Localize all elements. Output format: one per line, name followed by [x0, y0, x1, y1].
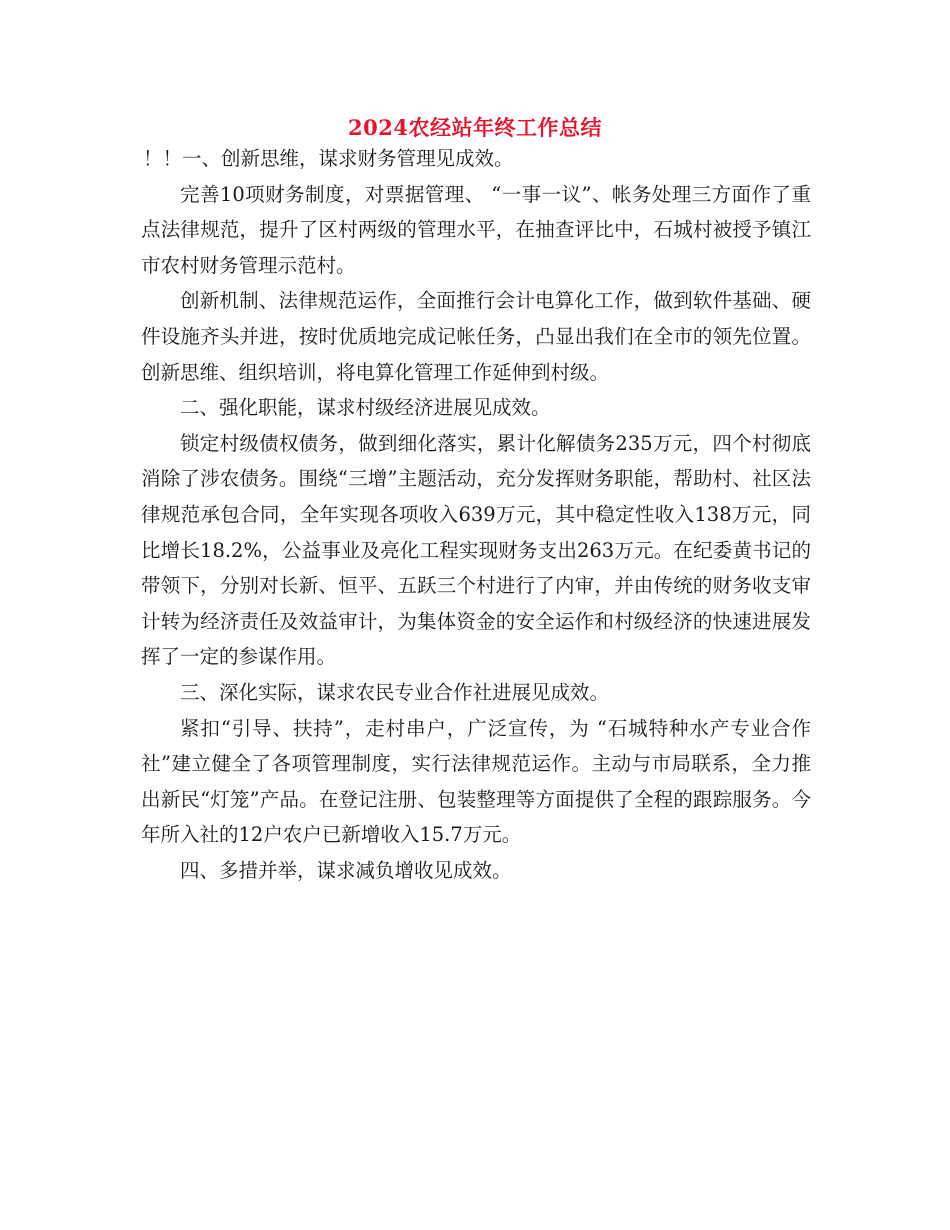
section-heading-2: 二、强化职能，谋求村级经济进展见成效。: [180, 396, 551, 420]
page-title: 2024农经站年终工作总结: [348, 115, 602, 140]
section-heading-3: 三、深化实际，谋求农民专业合作社进展见成效。: [180, 680, 610, 704]
document-body: [141, 141, 811, 888]
section-heading-4: 四、多措并举，谋求减负增收见成效。: [180, 858, 512, 882]
paragraph: 锁定村级债权债务，做到细化落实，累计化解债务235万元，四个村彻底消除了涉农债务。围绕“三增”主题活动，充分发挥财务职能，帮助村、社区法律规范承包合同，全年实现各项收入639万元，其中稳定性收入138万元，同比增长18.2%，公益事业及亮化工程实现财务支出263万元。在纪委黄书记的带领下，分别对长新、恒平、五跃三个村进行了内审，并由传统的财务收支审计转为经济责任及效益审计，为集体资金的安全运作和村级经济的快速进展发挥了一定的参谋作用。: [141, 431, 811, 669]
paragraph: 紧扣“引导、扶持”，走村串户，广泛宣传，为 “石城特种水产专业合作社”建立健全了各项管理制度，实行法律规范运作。主动与市局联系，全力推出新民“灯笼”产品。在登记注册、包装整理等方面提供了全程的跟踪服务。今年所入社的12户农户已新增收入15.7万元。: [141, 716, 811, 847]
section-heading-1: ！！一、创新思维，谋求财务管理见成效。: [142, 147, 514, 170]
paragraph: 创新机制、法律规范运作，全面推行会计电算化工作，做到软件基础、硬件设施齐头并进，按时优质地完成记帐任务，凸显出我们在全市的领先位置。创新思维、组织培训，将电算化管理工作延伸到村级。: [141, 289, 811, 384]
paragraph: 完善10项财务制度，对票据管理、 “一事一议”、帐务处理三方面作了重点法律规范，提升了区村两级的管理水平，在抽查评比中，石城村被授予镇江市农村财务管理示范村。: [141, 182, 811, 277]
